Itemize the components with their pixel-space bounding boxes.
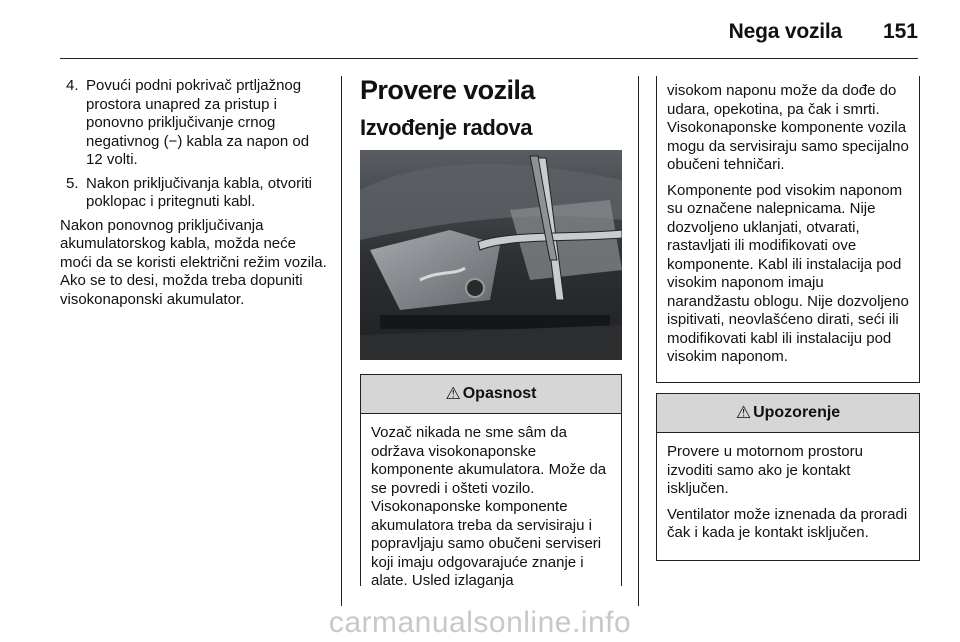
danger-text-paragraph: Komponente pod visokim naponom su označene nalepnicama. Nije dozvoljeno uklanjati, otvarati, rastavljati ili modifikovati ove komponente. Kabl ili instalacija pod visokim naponom imaju narandžastu oblogu. Nije dozvoljeno ispitivati, neovlašćeno dirati, seći ili modifikovati kabl ili instalaciju pod visokim naponom. (667, 181, 909, 365)
section-title: Nega vozila (728, 20, 842, 43)
step-list (60, 77, 328, 212)
header-rule (60, 58, 918, 59)
warning-text-paragraph: Provere u motornom prostoru izvoditi samo ako je kontakt isključen. (667, 443, 863, 497)
body-paragraph: Nakon ponovnog priključivanja akumulatorskog kabla, možda neće moći da se koristi električni režim vozila. Ako se to desi, možda treba dopuniti visokonaponski akumulator. (60, 216, 327, 308)
list-item (60, 77, 328, 170)
warning-box-body (657, 433, 919, 558)
step-text: Povući podni pokrivač prtljažnog prostora unapred za pristup i ponovno priključivanje crnog negativnog (−) kabla za napon od 12 volti. (86, 77, 310, 168)
engine-bay-illustration (360, 150, 622, 360)
danger-box-text: Vozač nikada ne sme sâm da održava visokonaponske komponente akumulatora. Može da se povredi i ošteti vozilo. Visokonaponske komponente akumulatora treba da servisiraju i popravljaju samo obučeni serviseri koji imaju odgovarajuće znanje i alate. Usled izlaganja (371, 424, 607, 589)
column-divider-2 (638, 76, 639, 606)
column-divider-1 (341, 76, 342, 606)
list-item (60, 175, 328, 212)
step-text: Nakon priključivanja kabla, otvoriti poklopac i pritegnuti kabl. (86, 174, 312, 210)
warning-text-paragraph: Ventilator može iznenada da proradi čak i kada je kontakt isključen. (667, 505, 908, 541)
page-number: 151 (882, 20, 918, 43)
page-heading: Provere vozila (360, 75, 535, 105)
danger-box-continued-body (657, 76, 919, 382)
step-number: 4. (66, 77, 79, 94)
warning-triangle-icon: ⚠ (445, 384, 461, 403)
warning-triangle-icon: ⚠ (735, 403, 752, 422)
column-1 (60, 77, 328, 309)
section-subheading: Izvođenje radova (360, 115, 533, 140)
danger-box-body (361, 414, 621, 606)
danger-box (360, 374, 622, 589)
danger-box-header (361, 375, 621, 414)
warning-box-header (657, 394, 919, 433)
danger-box-continued (656, 76, 920, 383)
warning-box (656, 393, 920, 561)
watermark: carmanualsonline.info (328, 606, 632, 639)
engine-bay-photo (360, 150, 622, 360)
step-number: 5. (66, 174, 79, 192)
danger-box-title: Opasnost (462, 385, 537, 402)
danger-text-paragraph: visokom naponu može da dođe do udara, opekotina, pa čak i smrti. Visokonaponske komponente vozila mogu da servisiraju samo specijalno obučeni tehničari. (667, 82, 909, 173)
page-header (0, 0, 960, 60)
column-2 (360, 74, 622, 142)
warning-box-title: Upozorenje (753, 404, 841, 421)
